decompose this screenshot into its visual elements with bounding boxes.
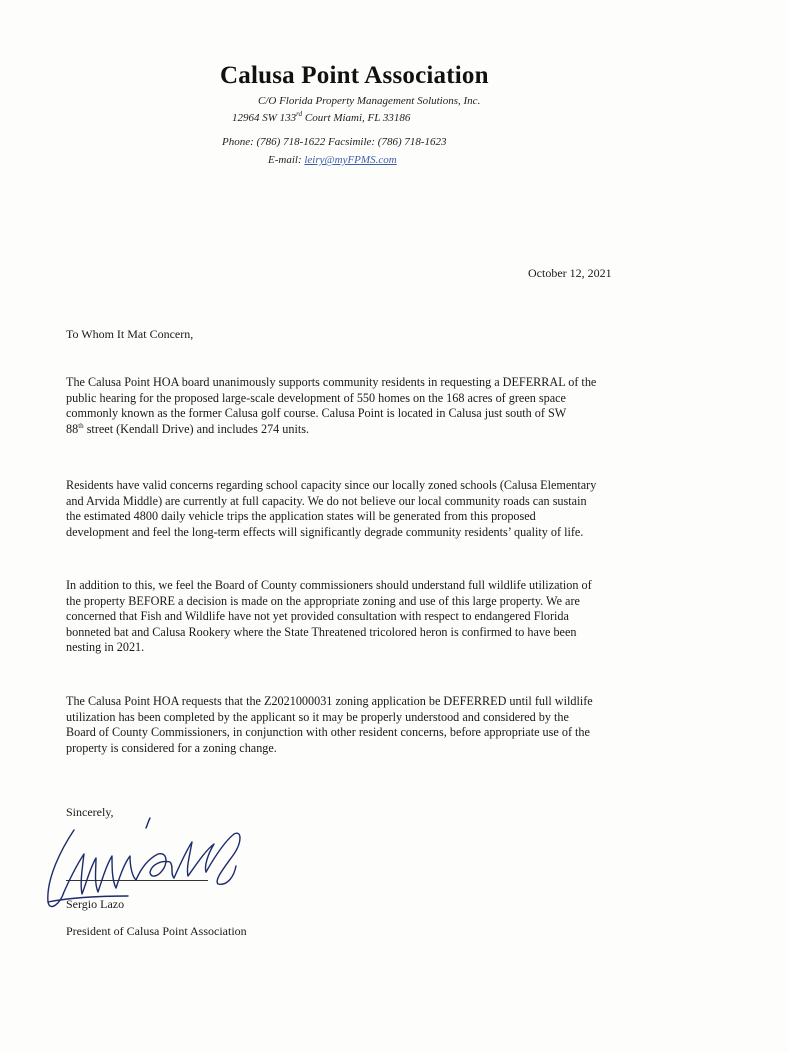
paragraph-line: In addition to this, we feel the Board of County commissioners should understand full wildlife utilization of	[66, 578, 592, 592]
paragraph-line	[66, 422, 636, 438]
email-label: E-mail:	[268, 154, 305, 166]
street-number: 88	[66, 421, 79, 436]
paragraph-line: nesting in 2021.	[66, 640, 145, 654]
paragraph-line: utilization has been completed by the applicant so it may be properly understood and considered by the	[66, 709, 569, 724]
street-ordinal: th	[78, 421, 84, 430]
paragraph-line: the estimated 4800 daily vehicle trips the application states will be generated from this proposed	[66, 509, 536, 523]
paragraph-line: property is considered for a zoning change.	[66, 740, 277, 755]
paragraph-wildlife-concerns	[66, 578, 636, 656]
paragraph-line: The Calusa Point HOA requests that the Z2021000031 zoning application be DEFERRED until full wildlife	[66, 694, 593, 708]
paragraph-deferral-conclusion	[66, 694, 636, 756]
signer-title: President of Calusa Point Association	[66, 924, 247, 938]
letter-date: October 12, 2021	[528, 266, 612, 280]
paragraph-line: Residents have valid concerns regarding school capacity since our locally zoned schools (Calusa Elementary	[66, 478, 597, 492]
phone-fax-line: Phone: (786) 718-1622 Facsimile: (786) 718-1623	[222, 136, 447, 148]
paragraph-deferral-request	[66, 375, 636, 437]
address-line	[232, 112, 410, 124]
email-line	[268, 154, 397, 166]
closing: Sincerely,	[66, 805, 114, 819]
paragraph-line: Board of County Commissioners, in conjunction with other resident concerns, before appropriate use of the	[66, 725, 590, 739]
salutation: To Whom It Mat Concern,	[66, 327, 194, 341]
paragraph-line: and Arvida Middle) are currently at full capacity. We do not believe our local community roads can sustain	[66, 493, 587, 508]
paragraph-line: the property BEFORE a decision is made on the appropriate zoning and use of this large property. We are	[66, 593, 580, 608]
paragraph-line: public hearing for the proposed large-scale development of 550 homes on the 168 acres of green space	[66, 390, 566, 405]
management-line: C/O Florida Property Management Solutions, Inc.	[258, 95, 481, 107]
paragraph-line: The Calusa Point HOA board unanimously supports community residents in requesting a DEFERRAL of the	[66, 375, 597, 389]
address-ordinal: rd	[296, 110, 303, 118]
address-street: 12964 SW 133	[232, 112, 297, 124]
address-city: Court Miami, FL 33186	[302, 112, 411, 124]
paragraph-line: development and feel the long-term effects will significantly degrade community residents’ quality of life.	[66, 524, 584, 539]
paragraph-line: concerned that Fish and Wildlife have not yet provided consultation with respect to endangered Florida	[66, 609, 569, 623]
organization-name: Calusa Point Association	[220, 62, 489, 89]
paragraph-school-traffic-concerns	[66, 478, 636, 540]
street-remainder: street (Kendall Drive) and includes 274 units.	[83, 421, 310, 436]
paragraph-line: commonly known as the former Calusa golf course. Calusa Point is located in Calusa just south of SW	[66, 406, 567, 420]
email-link[interactable]: leiry@myFPMS.com	[304, 154, 397, 166]
signer-name: Sergio Lazo	[66, 897, 125, 911]
paragraph-line: bonneted bat and Calusa Rookery where the State Threatened tricolored heron is confirmed to have been	[66, 624, 577, 639]
